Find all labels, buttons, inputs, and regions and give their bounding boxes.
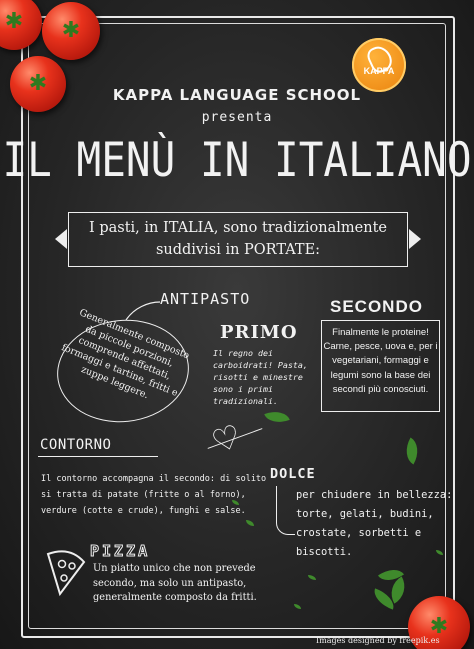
secondo-text: Finalmente le proteine! Carne, pesce, uova e, per i vegetariani, formaggi e legumi sono la base dei secondi più conosciuti. — [323, 327, 438, 395]
intro-text — [69, 213, 407, 261]
pizza-slice-icon — [44, 548, 88, 598]
primo-title: PRIMO — [220, 322, 298, 343]
intro-line-1: I pasti, in ITALIA, sono tradizionalmente — [89, 220, 387, 236]
pizza-title: PIZZA — [90, 542, 151, 560]
page-title: IL MENÙ IN ITALIANO — [2, 132, 472, 188]
primo-text: Il regno dei carboidrati! Pasta, risotti e minestre sono i primi tradizionali. — [213, 348, 308, 406]
pizza-text: Un piatto unico che non prevede secondo, ma solo un antipasto, generalmente composto da fritti. — [93, 563, 257, 603]
intro-banner — [68, 212, 408, 267]
stem-icon: ✱ — [4, 9, 24, 34]
antipasto-title: ANTIPASTO — [160, 290, 251, 308]
intro-line-2: suddivisi in PORTATE: — [155, 242, 321, 258]
heart-icon: ♡ — [206, 416, 246, 462]
school-name: KAPPA LANGUAGE SCHOOL — [112, 86, 362, 104]
contorno-text: Il contorno accompagna il secondo: di solito si tratta di patate (fritte o al forno), verdure (cotte e crude), funghi e salse. — [41, 474, 267, 516]
secondo-title: SECONDO — [330, 297, 423, 316]
stem-icon: ✱ — [28, 71, 48, 96]
school-logo — [352, 38, 406, 92]
antipasto-text: Generalmente composto da piccole porzioni, comprende affettati, formaggi e tartine, fritti e zuppe leggere. — [59, 307, 191, 402]
presenta-text: presenta — [201, 110, 273, 125]
tomato-image — [42, 2, 100, 60]
stem-icon: ✱ — [429, 614, 449, 639]
contorno-title: CONTORNO — [40, 437, 112, 453]
dolce-text: per chiudere in bellezza: torte, gelati, budini, crostate, sorbetti e biscotti. — [296, 489, 453, 558]
image-credit: Images designed by freepik.es — [316, 636, 440, 645]
stem-icon: ✱ — [61, 18, 81, 43]
dolce-title: DOLCE — [270, 466, 316, 482]
secondo-box — [321, 320, 440, 412]
contorno-underline — [38, 456, 158, 457]
dolce-arrow-icon — [276, 486, 295, 535]
logo-text: KAPPA — [363, 66, 395, 76]
